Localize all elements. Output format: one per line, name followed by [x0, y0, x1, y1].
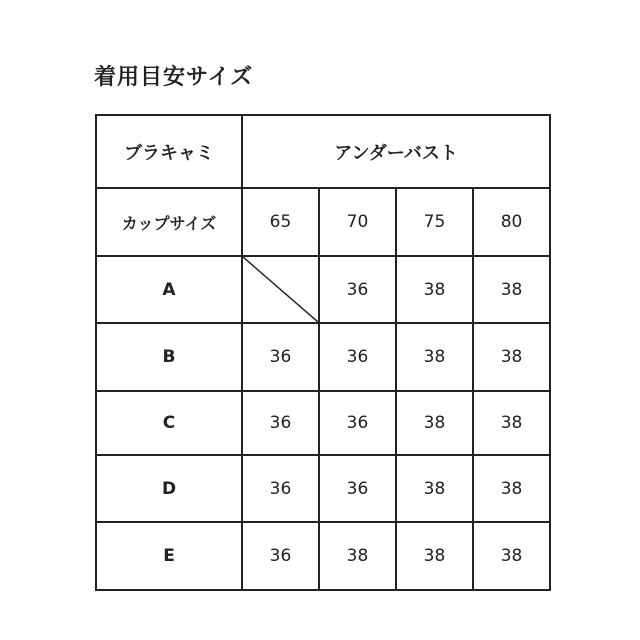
underbust-size-70: 70 [319, 188, 396, 256]
value-cell: 36 [242, 323, 319, 391]
size-chart-table [95, 114, 551, 591]
value-cell: 38 [473, 323, 550, 391]
value-cell: 38 [473, 391, 550, 455]
not-available-cell [242, 256, 319, 323]
value-cell: 36 [242, 455, 319, 522]
value-cell: 38 [396, 522, 473, 590]
product-label-cell: ブラキャミ [96, 115, 242, 188]
underbust-size-75: 75 [396, 188, 473, 256]
page-title: 着用目安サイズ [94, 65, 254, 90]
value-cell: 36 [319, 323, 396, 391]
value-cell: 38 [319, 522, 396, 590]
cup-label: B [96, 323, 242, 391]
cup-label: C [96, 391, 242, 455]
value-cell: 36 [319, 391, 396, 455]
value-cell: 36 [319, 455, 396, 522]
table-row [96, 522, 550, 590]
underbust-group-header: アンダーバスト [242, 115, 550, 188]
value-cell: 38 [396, 455, 473, 522]
table-header-row [96, 115, 550, 188]
underbust-size-80: 80 [473, 188, 550, 256]
value-cell: 38 [396, 323, 473, 391]
value-cell: 36 [242, 391, 319, 455]
cup-size-label-cell: カップサイズ [96, 188, 242, 256]
value-cell: 38 [473, 522, 550, 590]
cup-label: E [96, 522, 242, 590]
table-row [96, 391, 550, 455]
table-row [96, 256, 550, 323]
underbust-size-65: 65 [242, 188, 319, 256]
value-cell: 38 [396, 391, 473, 455]
value-cell: 36 [242, 522, 319, 590]
value-cell: 38 [473, 256, 550, 323]
diagonal-slash-icon [243, 257, 318, 322]
value-cell: 38 [473, 455, 550, 522]
value-cell: 36 [319, 256, 396, 323]
size-header-row [96, 188, 550, 256]
table-row [96, 323, 550, 391]
table-row [96, 455, 550, 522]
cup-label: D [96, 455, 242, 522]
cup-label: A [96, 256, 242, 323]
value-cell: 38 [396, 256, 473, 323]
